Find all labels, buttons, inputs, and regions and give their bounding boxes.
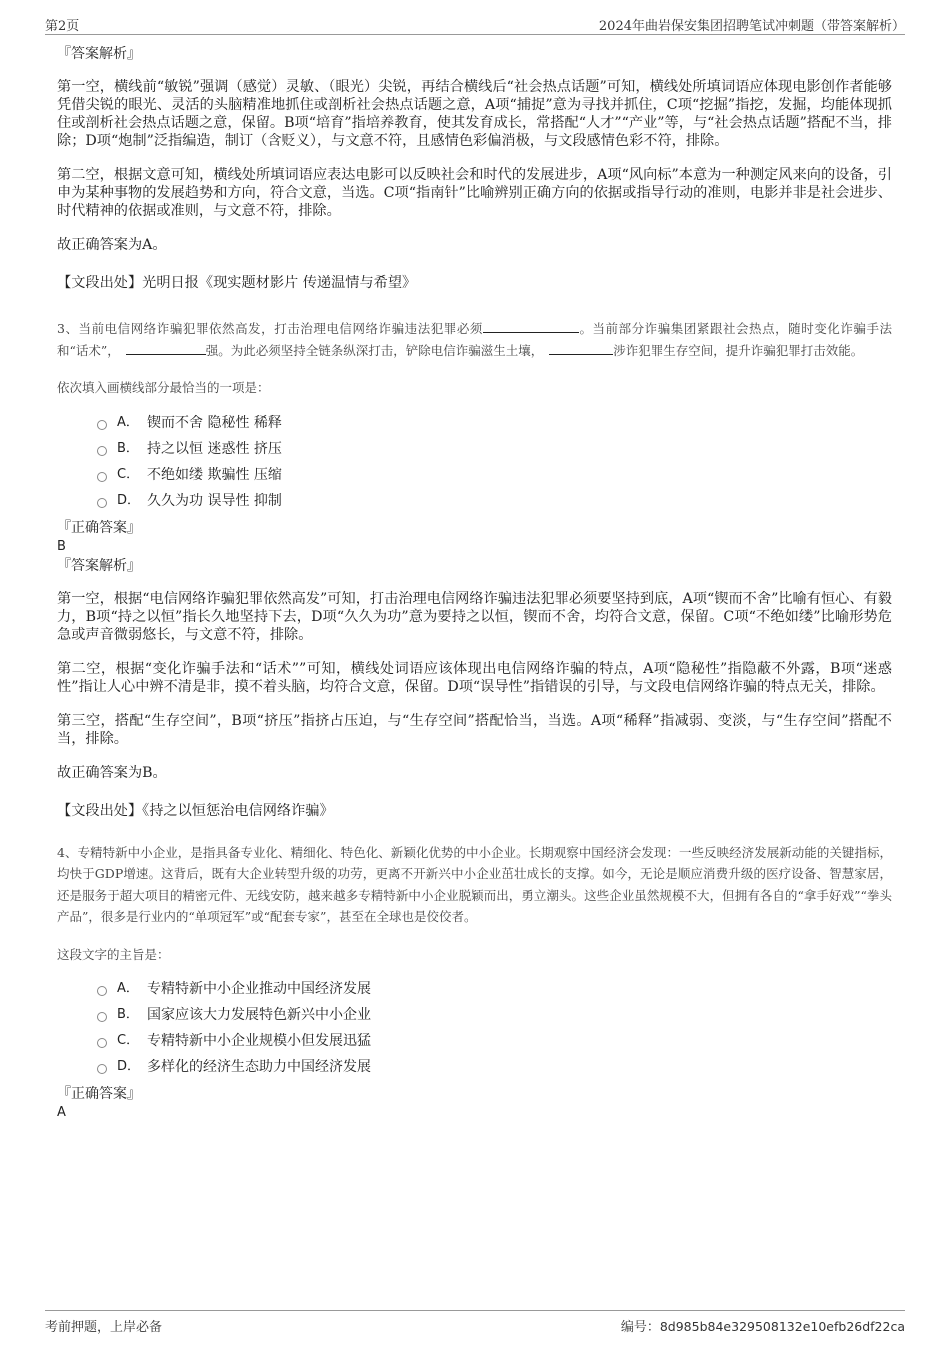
fill-blank-3 (549, 340, 613, 355)
correct-answer-label: 『正确答案』 (57, 519, 141, 536)
passage-source: 【文段出处】光明日报《现实题材影片 传递温情与希望》 (57, 275, 417, 291)
analysis-label: 『答案解析』 (57, 46, 141, 62)
option-a[interactable]: A． 锲而不舍 隐秘性 稀释 (97, 410, 892, 436)
question-3 (57, 318, 892, 820)
option-list (97, 410, 892, 514)
page-content (57, 44, 892, 1122)
analysis-paragraph: 第二空，根据文意可知，横线处所填词语应表达电影可以反映社会和时代的发展进步，A项“风向标”本意为一种测定风来向的设备，引申为某种事物的发展趋势和方向，符合文意，当选。C项“指南针”比喻辨别正确方向的依据或指导行动的准则，电影并非是社会进步、时代精神的依据或准则，与文意不符，排除。 (57, 167, 892, 219)
option-a[interactable]: A． 专精特新中小企业推动中国经济发展 (97, 976, 892, 1002)
document-code: 编号：8d985b84e329508132e10efb26df22ca (620, 1319, 905, 1335)
analysis-conclusion: 故正确答案为A。 (57, 237, 167, 253)
option-c[interactable]: C． 不绝如缕 欺骗性 压缩 (97, 462, 892, 488)
question-4 (57, 842, 892, 1123)
document-title: 2024年曲岩保安集团招聘笔试冲刺题（带答案解析） (598, 19, 905, 34)
analysis-paragraph: 第二空，根据“变化诈骗手法和“话术””可知，横线处词语应该体现出电信网络诈骗的特点，A项“隐秘性”指隐蔽不外露，B项“迷惑性”指让人心中辨不清是非，摸不着头脑，均符合文意，保留。D项“误导性”指错误的引导，与文段电信网络诈骗的特点无关，排除。 (57, 660, 892, 695)
page-number: 第2页 (45, 19, 80, 34)
page-footer (45, 1310, 905, 1335)
correct-answer: B (57, 538, 66, 554)
radio-icon[interactable] (97, 446, 107, 456)
page-header (45, 12, 905, 35)
analysis-paragraph: 第一空，根据“电信网络诈骗犯罪依然高发”可知，打击治理电信网络诈骗违法犯罪必须要坚持到底，A项“锲而不舍”比喻有恒心、有毅力，B项“持之以恒”指长久地坚持下去，D项“久久为功”意为要持之以恒，锲而不舍，均符合文意，保留。C项“不绝如缕”比喻形势危急或声音微弱悠长，与文意不符，排除。 (57, 590, 892, 643)
option-list (97, 976, 892, 1080)
question-2-analysis (57, 44, 892, 292)
footer-slogan: 考前押题，上岸必备 (45, 1320, 163, 1335)
analysis-conclusion: 故正确答案为B。 (57, 764, 167, 781)
radio-icon[interactable] (97, 420, 107, 430)
option-c[interactable]: C． 专精特新中小企业规模小但发展迅猛 (97, 1028, 892, 1054)
radio-icon[interactable] (97, 1038, 107, 1048)
radio-icon[interactable] (97, 986, 107, 996)
analysis-label: 『答案解析』 (57, 557, 141, 574)
analysis-paragraph: 第三空，搭配“生存空间”，B项“挤压”指挤占压迫，与“生存空间”搭配恰当，当选。A项“稀释”指减弱、变淡，与“生存空间”搭配不当，排除。 (57, 712, 892, 747)
passage-source: 【文段出处】《持之以恒惩治电信网络诈骗》 (57, 802, 334, 819)
analysis-paragraph: 第一空，横线前“敏锐”强调（感觉）灵敏、（眼光）尖锐，再结合横线后“社会热点话题”可知，横线处所填词语应体现电影创作者能够凭借尖锐的眼光、灵活的头脑精准地抓住或剖析社会热点话题之意，A项“捕捉”意为寻找并抓住，C项“挖掘”指挖，发掘，均能体现抓住或剖析社会热点话题之意，保留。B项“培育”指培养教育，使其发育成长，常搭配“人才”“产业”等，与“社会热点话题”搭配不当，排除；D项“炮制”泛指编造，制订（含贬义），与文意不符，且感情色彩偏消极，与文段感情色彩不符，排除。 (57, 79, 892, 149)
option-b[interactable]: B． 持之以恒 迷惑性 挤压 (97, 436, 892, 462)
radio-icon[interactable] (97, 1064, 107, 1074)
question-prompt: 这段文字的主旨是： (57, 946, 170, 962)
radio-icon[interactable] (97, 1012, 107, 1022)
fill-blank-2 (126, 340, 206, 355)
question-stem: 4、专精特新中小企业，是指具备专业化、精细化、特色化、新颖化优势的中小企业。长期观察中国经济会发现：一些反映经济发展新动能的关键指标，均快于GDP增速。这背后，既有大企业转型升级的功劳，更离不开新兴中小企业茁壮成长的支撑。如今，无论是顺应消费升级的医疗设备、智慧家居，还是服务于超大项目的精密元件、无线安防，越来越多专精特新中小企业脱颖而出，勇立潮头。这些企业虽然规模不大，但拥有各自的“拿手好戏”“拳头产品”，很多是行业内的“单项冠军”或“配套专家”，甚至在全球也是佼佼者。 (57, 844, 892, 924)
question-prompt: 依次填入画横线部分最恰当的一项是： (57, 380, 270, 395)
option-d[interactable]: D． 久久为功 误导性 抑制 (97, 488, 892, 514)
option-b[interactable]: B． 国家应该大力发展特色新兴中小企业 (97, 1002, 892, 1028)
correct-answer-label: 『正确答案』 (57, 1086, 141, 1102)
fill-blank-1 (483, 318, 579, 333)
correct-answer: A (57, 1105, 66, 1120)
radio-icon[interactable] (97, 498, 107, 508)
question-stem: 3、当前电信网络诈骗犯罪依然高发，打击治理电信网络诈骗违法犯罪必须 。当前部分诈骗集团紧跟社会热点，随时变化诈骗手法和“话术”， 强。为此必须坚持全链条纵深打击，铲除电信诈骗滋生土壤， 涉诈犯罪生存空间，提升诈骗犯罪打击效能。 (57, 318, 892, 361)
option-d[interactable]: D． 多样化的经济生态助力中国经济发展 (97, 1054, 892, 1080)
radio-icon[interactable] (97, 472, 107, 482)
